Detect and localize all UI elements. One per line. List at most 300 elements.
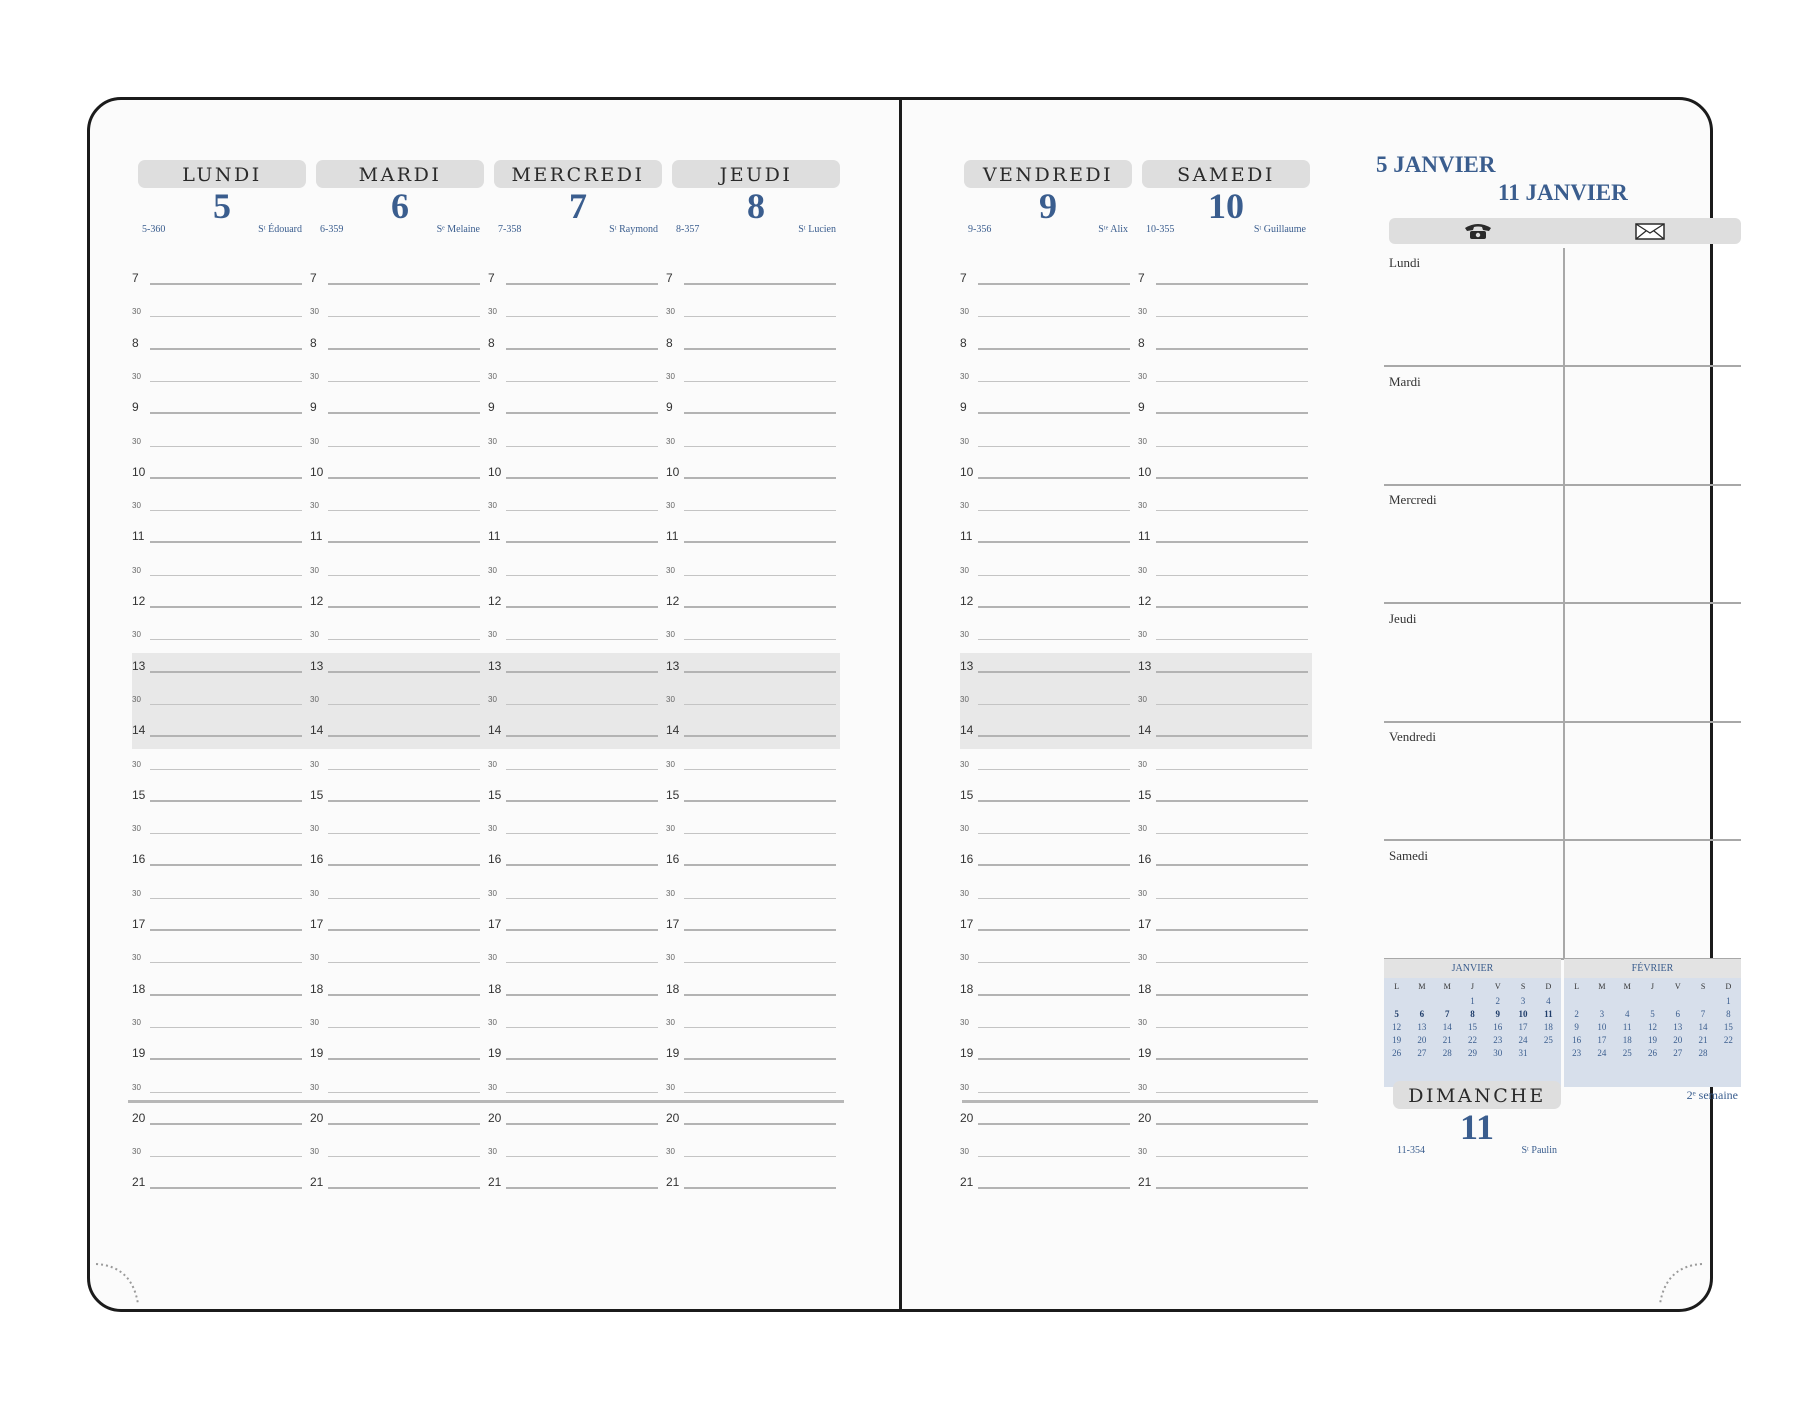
- half-hour-slot[interactable]: [310, 1075, 480, 1095]
- hour-slot[interactable]: [132, 396, 302, 416]
- hour-slot[interactable]: [1138, 267, 1308, 287]
- day-ref: 7-358: [498, 224, 522, 235]
- calendar-day: 16: [1572, 1034, 1582, 1045]
- day-info: [1146, 224, 1306, 235]
- half-hour-slot[interactable]: [132, 687, 302, 707]
- hour-slot[interactable]: [132, 978, 302, 998]
- writing-line: [1156, 381, 1308, 382]
- writing-line: [150, 1027, 302, 1028]
- half-hour-slot[interactable]: [132, 299, 302, 319]
- hour-slot[interactable]: [960, 655, 1130, 675]
- hour-slot[interactable]: [488, 525, 658, 545]
- writing-line: [684, 1123, 836, 1125]
- week-range-end: 11 JANVIER: [1498, 180, 1628, 205]
- half-hour-slot[interactable]: [488, 493, 658, 513]
- hour-slot[interactable]: [1138, 978, 1308, 998]
- half-hour-slot[interactable]: [488, 1139, 658, 1159]
- day-name: LUNDI: [138, 160, 306, 188]
- time-label: 30: [488, 565, 497, 575]
- half-hour-slot[interactable]: [488, 299, 658, 319]
- writing-line: [506, 477, 658, 479]
- calendar-day: 31: [1518, 1047, 1528, 1058]
- hour-slot[interactable]: [666, 461, 836, 481]
- half-hour-slot[interactable]: [666, 1075, 836, 1095]
- time-label: 10: [1138, 464, 1152, 479]
- half-hour-slot[interactable]: [488, 364, 658, 384]
- half-hour-slot[interactable]: [1138, 1075, 1308, 1095]
- time-label: 30: [488, 824, 497, 834]
- calendar-day: [1435, 994, 1460, 1007]
- calendar-day: 11: [1622, 1021, 1632, 1032]
- half-hour-slot[interactable]: [310, 493, 480, 513]
- time-label: 17: [1138, 917, 1152, 931]
- time-label: 30: [132, 694, 141, 704]
- time-label: 19: [132, 1046, 146, 1061]
- hour-slot[interactable]: [488, 332, 658, 352]
- writing-line: [150, 381, 302, 382]
- writing-line: [328, 639, 480, 640]
- hour-slot[interactable]: [488, 655, 658, 675]
- calendar-day: 8: [1726, 1008, 1731, 1019]
- half-hour-slot[interactable]: [488, 429, 658, 449]
- half-hour-slot[interactable]: [310, 816, 480, 836]
- half-hour-slot[interactable]: [310, 881, 480, 901]
- half-hour-slot[interactable]: [132, 816, 302, 836]
- half-hour-slot[interactable]: [960, 687, 1130, 707]
- time-label: 30: [666, 1147, 675, 1157]
- time-label: 18: [960, 981, 974, 996]
- half-hour-slot[interactable]: [666, 299, 836, 319]
- hour-slot[interactable]: [1138, 655, 1308, 675]
- day-name: MARDI: [316, 160, 484, 188]
- half-hour-slot[interactable]: [132, 1139, 302, 1159]
- hour-slot[interactable]: [310, 655, 480, 675]
- calendar-day: 26: [1392, 1047, 1402, 1058]
- time-label: 16: [960, 852, 974, 867]
- half-hour-slot[interactable]: [666, 752, 836, 772]
- half-hour-slot[interactable]: [488, 687, 658, 707]
- time-label: 10: [666, 464, 680, 479]
- half-hour-slot[interactable]: [132, 558, 302, 578]
- half-hour-slot[interactable]: [132, 1010, 302, 1030]
- time-label: 30: [488, 307, 497, 317]
- time-label: 14: [960, 723, 974, 738]
- half-hour-slot[interactable]: [960, 558, 1130, 578]
- half-hour-slot[interactable]: [310, 429, 480, 449]
- week-number: 2ᵉ semaine: [1686, 1088, 1738, 1102]
- half-hour-slot[interactable]: [310, 1010, 480, 1030]
- hour-slot[interactable]: [1138, 590, 1308, 610]
- day-ref: 9-356: [968, 224, 992, 235]
- writing-line: [328, 994, 480, 996]
- half-hour-slot[interactable]: [1138, 493, 1308, 513]
- hour-slot[interactable]: [960, 848, 1130, 868]
- writing-line: [328, 704, 480, 705]
- telephone-icon: [1462, 222, 1494, 240]
- time-label: 30: [960, 824, 969, 834]
- half-hour-slot[interactable]: [132, 364, 302, 384]
- hour-slot[interactable]: [310, 978, 480, 998]
- half-hour-slot[interactable]: [960, 429, 1130, 449]
- hour-slot[interactable]: [1138, 913, 1308, 933]
- hour-slot[interactable]: [488, 396, 658, 416]
- calendar-day: 6: [1419, 1008, 1425, 1019]
- writing-line: [506, 833, 658, 834]
- half-hour-slot[interactable]: [960, 881, 1130, 901]
- hour-slot[interactable]: [960, 784, 1130, 804]
- hour-slot[interactable]: [488, 590, 658, 610]
- writing-line: [150, 412, 302, 414]
- hour-slot[interactable]: [310, 332, 480, 352]
- half-hour-slot[interactable]: [310, 558, 480, 578]
- calendar-day: [1665, 994, 1690, 1007]
- hour-slot[interactable]: [666, 1107, 836, 1127]
- hour-slot[interactable]: [960, 590, 1130, 610]
- hour-slot[interactable]: [310, 1107, 480, 1127]
- hour-slot[interactable]: [310, 913, 480, 933]
- hour-slot[interactable]: [132, 848, 302, 868]
- half-hour-slot[interactable]: [960, 1010, 1130, 1030]
- writing-line: [1156, 769, 1308, 770]
- hour-slot[interactable]: [666, 784, 836, 804]
- time-label: 30: [488, 501, 497, 511]
- half-hour-slot[interactable]: [132, 429, 302, 449]
- writing-line: [506, 800, 658, 802]
- writing-line: [1156, 704, 1308, 705]
- half-hour-slot[interactable]: [666, 429, 836, 449]
- hour-slot[interactable]: [960, 461, 1130, 481]
- time-label: 30: [666, 694, 675, 704]
- writing-line: [328, 800, 480, 802]
- time-label: 30: [666, 501, 675, 511]
- hour-slot[interactable]: [960, 1107, 1130, 1127]
- day-info: [676, 224, 836, 235]
- writing-line: [328, 606, 480, 608]
- half-hour-slot[interactable]: [132, 622, 302, 642]
- half-hour-slot[interactable]: [488, 816, 658, 836]
- hour-slot[interactable]: [960, 525, 1130, 545]
- hour-slot[interactable]: [1138, 1107, 1308, 1127]
- calendar-day: 14: [1698, 1021, 1708, 1032]
- saint-name: Sᵗ Guillaume: [1253, 224, 1306, 235]
- day-info: [320, 224, 480, 235]
- calendar-day: 28: [1442, 1047, 1452, 1058]
- hour-slot[interactable]: [132, 461, 302, 481]
- calendar-day: [1409, 994, 1434, 1007]
- half-hour-slot[interactable]: [1138, 816, 1308, 836]
- hour-slot[interactable]: [132, 719, 302, 739]
- time-label: 8: [132, 335, 139, 350]
- half-hour-slot[interactable]: [666, 1010, 836, 1030]
- hour-slot[interactable]: [132, 1171, 302, 1191]
- hour-slot[interactable]: [666, 913, 836, 933]
- hour-slot[interactable]: [488, 784, 658, 804]
- half-hour-slot[interactable]: [666, 622, 836, 642]
- hour-slot[interactable]: [1138, 1042, 1308, 1062]
- half-hour-slot[interactable]: [1138, 752, 1308, 772]
- writing-line: [1156, 898, 1308, 899]
- time-label: 21: [1138, 1175, 1152, 1190]
- half-hour-slot[interactable]: [132, 493, 302, 513]
- writing-line: [506, 994, 658, 996]
- time-label: 30: [666, 759, 675, 769]
- time-label: 30: [488, 694, 497, 704]
- writing-line: [150, 1092, 302, 1093]
- writing-line: [684, 1027, 836, 1028]
- time-label: 21: [310, 1175, 324, 1190]
- mini-calendar-février: [1564, 959, 1741, 1087]
- half-hour-slot[interactable]: [310, 752, 480, 772]
- hour-slot[interactable]: [488, 461, 658, 481]
- time-label: 30: [666, 565, 675, 575]
- time-label: 19: [488, 1046, 502, 1061]
- hour-slot[interactable]: [132, 784, 302, 804]
- hour-slot[interactable]: [1138, 1171, 1308, 1191]
- half-hour-slot[interactable]: [310, 1139, 480, 1159]
- calendar-day: [1564, 994, 1589, 1007]
- hour-slot[interactable]: [132, 525, 302, 545]
- hour-slot[interactable]: [488, 719, 658, 739]
- time-label: 12: [1138, 594, 1152, 608]
- half-hour-slot[interactable]: [960, 622, 1130, 642]
- writing-line: [150, 316, 302, 317]
- writing-line: [328, 1092, 480, 1093]
- writing-line: [978, 1058, 1130, 1060]
- time-label: 9: [960, 400, 967, 415]
- hour-slot[interactable]: [960, 396, 1130, 416]
- writing-line: [684, 735, 836, 737]
- day-number: 7: [569, 186, 587, 226]
- half-hour-slot[interactable]: [666, 493, 836, 513]
- notes-day-label: Mardi: [1389, 373, 1421, 389]
- half-hour-slot[interactable]: [666, 1139, 836, 1159]
- half-hour-slot[interactable]: [1138, 622, 1308, 642]
- half-hour-slot[interactable]: [310, 622, 480, 642]
- half-hour-slot[interactable]: [488, 622, 658, 642]
- half-hour-slot[interactable]: [132, 881, 302, 901]
- writing-line: [328, 348, 480, 350]
- writing-line: [978, 412, 1130, 414]
- hour-slot[interactable]: [310, 719, 480, 739]
- time-label: 20: [310, 1110, 324, 1125]
- half-hour-slot[interactable]: [960, 493, 1130, 513]
- hour-slot[interactable]: [132, 590, 302, 610]
- hour-slot[interactable]: [666, 332, 836, 352]
- day-info: [968, 224, 1128, 235]
- hour-slot[interactable]: [666, 1042, 836, 1062]
- writing-line: [328, 575, 480, 576]
- half-hour-slot[interactable]: [488, 1010, 658, 1030]
- hour-slot[interactable]: [488, 1107, 658, 1127]
- hour-slot[interactable]: [1138, 332, 1308, 352]
- hour-slot[interactable]: [1138, 784, 1308, 804]
- writing-line: [978, 1123, 1130, 1125]
- writing-line: [506, 1092, 658, 1093]
- writing-line: [506, 735, 658, 737]
- hour-slot[interactable]: [1138, 396, 1308, 416]
- calendar-day: 6: [1675, 1008, 1681, 1019]
- writing-line: [1156, 864, 1308, 866]
- half-hour-slot[interactable]: [1138, 364, 1308, 384]
- calendar-day: 21: [1442, 1034, 1452, 1045]
- half-hour-slot[interactable]: [310, 299, 480, 319]
- calendar-day: 27: [1417, 1047, 1427, 1058]
- calendar-day: 7: [1700, 1008, 1706, 1019]
- half-hour-slot[interactable]: [488, 558, 658, 578]
- hour-slot[interactable]: [960, 332, 1130, 352]
- hour-slot[interactable]: [666, 525, 836, 545]
- half-hour-slot[interactable]: [1138, 1139, 1308, 1159]
- saint-name: Sᵗᵉ Alix: [1098, 224, 1128, 235]
- hour-slot[interactable]: [310, 525, 480, 545]
- half-hour-slot[interactable]: [310, 364, 480, 384]
- hour-slot[interactable]: [666, 719, 836, 739]
- hour-slot[interactable]: [666, 655, 836, 675]
- half-hour-slot[interactable]: [1138, 881, 1308, 901]
- half-hour-slot[interactable]: [488, 945, 658, 965]
- time-label: 17: [310, 917, 324, 931]
- half-hour-slot[interactable]: [488, 1075, 658, 1095]
- half-hour-slot[interactable]: [960, 945, 1130, 965]
- half-hour-slot[interactable]: [132, 1075, 302, 1095]
- half-hour-slot[interactable]: [666, 945, 836, 965]
- writing-line: [506, 510, 658, 511]
- hour-slot[interactable]: [310, 590, 480, 610]
- half-hour-slot[interactable]: [132, 752, 302, 772]
- writing-line: [328, 833, 480, 834]
- hour-slot[interactable]: [960, 1171, 1130, 1191]
- half-hour-slot[interactable]: [960, 752, 1130, 772]
- hour-slot[interactable]: [960, 719, 1130, 739]
- writing-line: [684, 769, 836, 770]
- hour-slot[interactable]: [666, 978, 836, 998]
- time-label: 30: [488, 371, 497, 381]
- time-label: 17: [132, 917, 146, 931]
- time-label: 13: [960, 658, 974, 673]
- half-hour-slot[interactable]: [960, 364, 1130, 384]
- time-label: 14: [666, 723, 680, 738]
- writing-line: [150, 606, 302, 608]
- hour-slot[interactable]: [132, 913, 302, 933]
- hour-slot[interactable]: [310, 1042, 480, 1062]
- time-label: 30: [960, 501, 969, 511]
- hour-slot[interactable]: [1138, 848, 1308, 868]
- hour-slot[interactable]: [1138, 525, 1308, 545]
- hour-slot[interactable]: [1138, 461, 1308, 481]
- hour-slot[interactable]: [310, 396, 480, 416]
- day-info: [142, 224, 302, 235]
- hour-slot[interactable]: [488, 1042, 658, 1062]
- time-label: 17: [960, 917, 974, 931]
- hour-slot[interactable]: [666, 396, 836, 416]
- half-hour-slot[interactable]: [960, 299, 1130, 319]
- hour-slot[interactable]: [310, 461, 480, 481]
- time-label: 11: [666, 529, 679, 544]
- half-hour-slot[interactable]: [1138, 299, 1308, 319]
- calendar-day: 5: [1394, 1008, 1399, 1019]
- half-hour-slot[interactable]: [488, 752, 658, 772]
- writing-line: [328, 1156, 480, 1157]
- calendar-day: 4: [1546, 995, 1551, 1006]
- half-hour-slot[interactable]: [1138, 429, 1308, 449]
- time-label: 30: [310, 888, 319, 898]
- half-hour-slot[interactable]: [488, 881, 658, 901]
- half-hour-slot[interactable]: [1138, 687, 1308, 707]
- half-hour-slot[interactable]: [1138, 945, 1308, 965]
- hour-slot[interactable]: [132, 332, 302, 352]
- hour-slot[interactable]: [960, 978, 1130, 998]
- calendar-day: 11: [1544, 1008, 1553, 1019]
- half-hour-slot[interactable]: [310, 945, 480, 965]
- time-label: 8: [666, 335, 673, 350]
- writing-line: [684, 994, 836, 996]
- half-hour-slot[interactable]: [666, 881, 836, 901]
- half-hour-slot[interactable]: [666, 816, 836, 836]
- half-hour-slot[interactable]: [666, 687, 836, 707]
- hour-slot[interactable]: [960, 913, 1130, 933]
- hour-slot[interactable]: [1138, 719, 1308, 739]
- time-label: 30: [488, 888, 497, 898]
- time-label: 30: [1138, 1147, 1147, 1157]
- hour-slot[interactable]: [960, 267, 1130, 287]
- half-hour-slot[interactable]: [132, 945, 302, 965]
- calendar-day: 1: [1726, 995, 1731, 1006]
- calendar-day: 3: [1520, 995, 1526, 1006]
- calendar-day: 14: [1442, 1021, 1452, 1032]
- half-hour-slot[interactable]: [666, 558, 836, 578]
- hour-slot[interactable]: [310, 1171, 480, 1191]
- hour-slot[interactable]: [666, 1171, 836, 1191]
- calendar-day: 10: [1597, 1021, 1607, 1032]
- day-name: VENDREDI: [964, 160, 1132, 188]
- half-hour-slot[interactable]: [960, 816, 1130, 836]
- hour-slot[interactable]: [132, 655, 302, 675]
- hour-slot[interactable]: [132, 267, 302, 287]
- calendar-day: 16: [1493, 1021, 1503, 1032]
- writing-line: [978, 606, 1130, 608]
- hour-slot[interactable]: [666, 267, 836, 287]
- writing-line: [506, 769, 658, 770]
- writing-line: [978, 477, 1130, 479]
- hour-slot[interactable]: [310, 267, 480, 287]
- time-label: 30: [132, 630, 141, 640]
- hour-slot[interactable]: [132, 1107, 302, 1127]
- half-hour-slot[interactable]: [1138, 558, 1308, 578]
- hour-slot[interactable]: [488, 913, 658, 933]
- hour-slot[interactable]: [132, 1042, 302, 1062]
- hour-slot[interactable]: [960, 1042, 1130, 1062]
- half-hour-slot[interactable]: [310, 687, 480, 707]
- hour-slot[interactable]: [488, 267, 658, 287]
- half-hour-slot[interactable]: [1138, 1010, 1308, 1030]
- hour-slot[interactable]: [310, 784, 480, 804]
- hour-slot[interactable]: [666, 590, 836, 610]
- half-hour-slot[interactable]: [960, 1139, 1130, 1159]
- hour-slot[interactable]: [310, 848, 480, 868]
- hour-slot[interactable]: [488, 1171, 658, 1191]
- writing-line: [328, 769, 480, 770]
- hour-slot[interactable]: [488, 978, 658, 998]
- half-hour-slot[interactable]: [666, 364, 836, 384]
- time-label: 30: [132, 1017, 141, 1027]
- hour-slot[interactable]: [666, 848, 836, 868]
- half-hour-slot[interactable]: [960, 1075, 1130, 1095]
- time-label: 30: [310, 436, 319, 446]
- time-label: 18: [1138, 981, 1152, 996]
- writing-line: [506, 704, 658, 705]
- hour-slot[interactable]: [488, 848, 658, 868]
- writing-line: [684, 477, 836, 479]
